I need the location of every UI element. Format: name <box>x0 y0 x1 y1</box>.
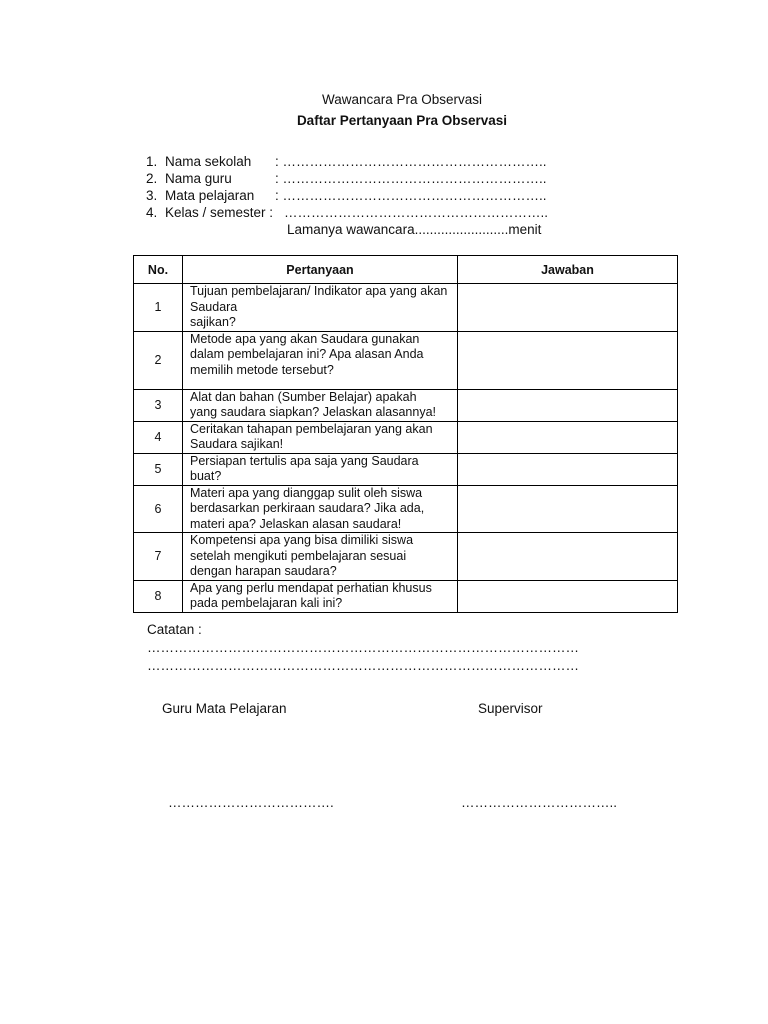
interview-duration: Lamanya wawancara.........................menit <box>287 222 542 237</box>
info-row-teacher: 2. Nama guru : ………………………………………………….. <box>146 171 547 186</box>
row-number: 2 <box>134 331 183 389</box>
info-value: : ………………………………………………….. <box>275 188 547 203</box>
answer-cell[interactable] <box>458 284 678 332</box>
info-label: Kelas / semester : <box>165 205 274 220</box>
table-row <box>134 389 678 421</box>
row-number: 5 <box>134 453 183 485</box>
answer-cell[interactable] <box>458 389 678 421</box>
table-header-row <box>134 256 678 284</box>
document-subtitle: Wawancara Pra Observasi <box>321 92 483 107</box>
table-row <box>134 533 678 581</box>
row-question: Materi apa yang dianggap sulit oleh siswa berdasarkan perkiraan saudara? Jika ada, materi apa? Jelaskan alasan saudara! <box>183 485 458 533</box>
row-number: 4 <box>134 421 183 453</box>
row-question: Tujuan pembelajaran/ Indikator apa yang akan Saudara sajikan? <box>183 284 458 332</box>
info-row-school: 1. Nama sekolah : ………………………………………………….. <box>146 154 547 169</box>
header-no: No. <box>134 256 183 284</box>
info-row-subject: 3. Mata pelajaran : ………………………………………………….. <box>146 188 547 203</box>
table-row <box>134 421 678 453</box>
row-number: 7 <box>134 533 183 581</box>
answer-cell[interactable] <box>458 533 678 581</box>
row-number: 8 <box>134 580 183 612</box>
header-answer: Jawaban <box>458 256 678 284</box>
teacher-signature-line[interactable]: ………………………………. <box>168 795 334 810</box>
teacher-signature-label: Guru Mata Pelajaran <box>162 701 287 716</box>
row-number: 6 <box>134 485 183 533</box>
row-question: Alat dan bahan (Sumber Belajar) apakah yang saudara siapkan? Jelaskan alasannya! <box>183 389 458 421</box>
notes-line[interactable]: …………………………………………………………………………………… <box>147 640 579 655</box>
row-question: Ceritakan tahapan pembelajaran yang akan Saudara sajikan! <box>183 421 458 453</box>
table-row <box>134 485 678 533</box>
answer-cell[interactable] <box>458 453 678 485</box>
supervisor-signature-line[interactable]: …………………………….. <box>461 795 618 810</box>
table-row <box>134 453 678 485</box>
table-row <box>134 580 678 612</box>
answer-cell[interactable] <box>458 580 678 612</box>
row-question: Kompetensi apa yang bisa dimiliki siswa setelah mengikuti pembelajaran sesuai dengan harapan saudara? <box>183 533 458 581</box>
answer-cell[interactable] <box>458 421 678 453</box>
info-value: ………………………………………………….. <box>284 205 549 220</box>
row-number: 1 <box>134 284 183 332</box>
row-question: Persiapan tertulis apa saja yang Saudara buat? <box>183 453 458 485</box>
supervisor-signature-label: Supervisor <box>478 701 543 716</box>
answer-cell[interactable] <box>458 331 678 389</box>
row-question: Apa yang perlu mendapat perhatian khusus pada pembelajaran kali ini? <box>183 580 458 612</box>
info-value: : ………………………………………………….. <box>275 171 547 186</box>
header-question: Pertanyaan <box>183 256 458 284</box>
document-title: Daftar Pertanyaan Pra Observasi <box>296 113 508 128</box>
notes-label: Catatan : <box>147 622 202 637</box>
row-question: Metode apa yang akan Saudara gunakan dalam pembelajaran ini? Apa alasan Anda memilih metode tersebut? <box>183 331 458 389</box>
info-label: Nama sekolah <box>165 154 252 169</box>
info-value: : ………………………………………………….. <box>275 154 547 169</box>
answer-cell[interactable] <box>458 485 678 533</box>
info-label: Nama guru <box>165 171 232 186</box>
row-number: 3 <box>134 389 183 421</box>
notes-line[interactable]: …………………………………………………………………………………… <box>147 658 579 673</box>
table-row <box>134 284 678 332</box>
table-row <box>134 331 678 389</box>
info-label: Mata pelajaran <box>165 188 255 203</box>
question-table <box>133 255 678 613</box>
info-row-class: 4. Kelas / semester : ………………………………………………….. <box>146 205 549 220</box>
